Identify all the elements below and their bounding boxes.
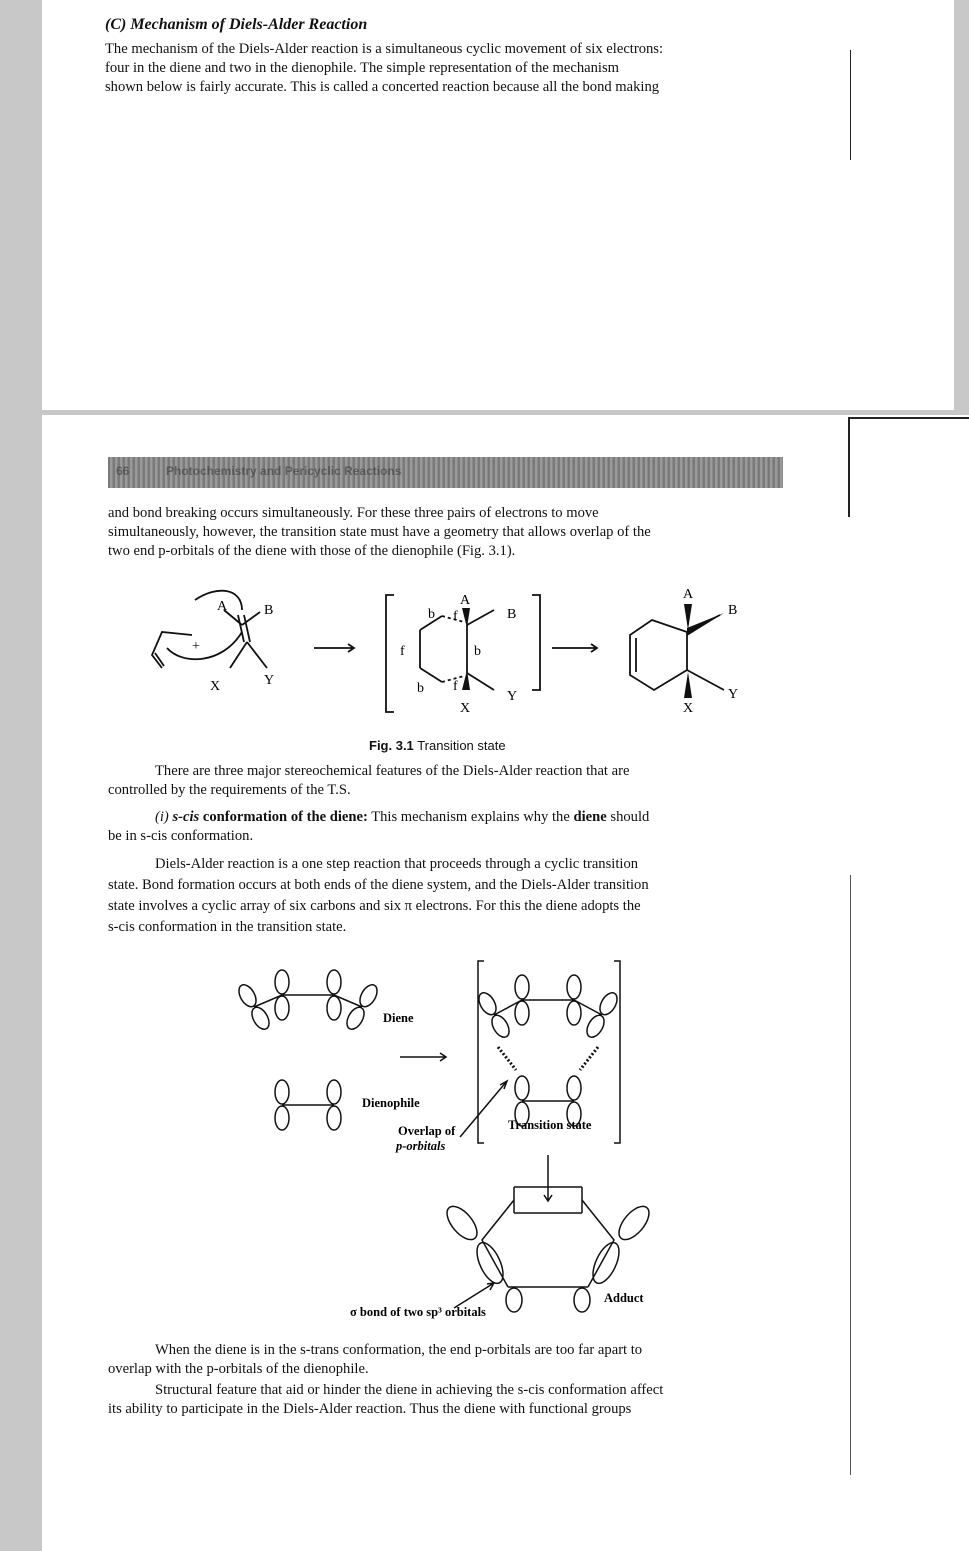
dienophile-label: Dienophile: [362, 1096, 420, 1110]
ts-bracket-right: [532, 595, 540, 690]
reaction-arrow-icon: [552, 644, 597, 652]
diene-label: Diene: [383, 1011, 414, 1025]
figure-3-1-caption: [369, 738, 506, 753]
text-line: shown below is fairly accurate. This is called a concerted reaction because all the bond making: [105, 79, 660, 95]
product-label-y: Y: [728, 687, 739, 702]
mechanism-paragraph: [105, 40, 781, 97]
reaction-arrow-icon: [400, 1053, 446, 1061]
strans-paragraph: [108, 1341, 784, 1379]
ts-label-a: A: [460, 593, 471, 608]
sp3-orbital-icon: [441, 1201, 482, 1244]
ts-label-b2: b: [474, 644, 481, 659]
scis-paragraph: [108, 808, 784, 846]
text-line: When the diene is in the s-trans conformation, the end p-orbitals are too far apart to: [155, 1342, 643, 1358]
ts-label-b: B: [507, 607, 517, 622]
bottom-page: [42, 415, 969, 1551]
label-b: B: [264, 603, 274, 618]
diene-skeleton: [152, 632, 192, 668]
product-hashed-wedge: [684, 604, 692, 630]
list-marker: (i): [155, 809, 169, 825]
page-edge-line: [850, 50, 851, 160]
sigma-label: σ bond of two sp³ orbitals: [350, 1305, 486, 1319]
bold-diene: diene: [573, 809, 607, 825]
stereo-paragraph: [108, 762, 784, 800]
top-page: [42, 0, 954, 410]
ts-label-b1: b: [428, 607, 435, 622]
product-ring: [630, 620, 687, 690]
overlap-label: p-orbitals: [396, 1139, 446, 1153]
ts-sigma-frame: [494, 1000, 602, 1101]
text-line: and bond breaking occurs simultaneously. For these three pairs of electrons to move: [108, 505, 599, 521]
ts-label-b3: b: [417, 681, 424, 696]
sp3-orbital-icon: [472, 1239, 509, 1287]
page-edge-line: [850, 875, 851, 1475]
label-y: Y: [264, 673, 275, 688]
ts-diene-bonds: [420, 616, 442, 682]
sp3-orbital-icon: [588, 1239, 625, 1287]
text-line: Diels-Alder reaction is a one step reaction that proceeds through a cyclic transition: [155, 856, 639, 872]
ts-label-f2: f: [400, 644, 405, 659]
overlap-pointer-icon: [460, 1081, 507, 1137]
label-a: A: [217, 599, 228, 614]
inline-text: should: [610, 809, 650, 825]
page-edge-line: [848, 417, 969, 419]
ts-bracket-left: [386, 595, 394, 712]
product-label-x: X: [683, 701, 694, 716]
ts-bracket-right: [614, 961, 620, 1143]
sp3-orbital-icon: [574, 1288, 590, 1312]
sp3-orbital-icon: [506, 1288, 522, 1312]
text-line: simultaneously, however, the transition state must have a geometry that allows overlap of the: [108, 524, 651, 540]
section-heading: (C) Mechanism of Diels-Alder Reaction: [105, 16, 368, 33]
text-line: be in s-cis conformation.: [108, 828, 254, 844]
ts-label-x: X: [460, 701, 471, 716]
text-line: four in the diene and two in the dienophile. The simple representation of the mechanism: [105, 60, 620, 76]
text-line: two end p-orbitals of the diene with those of the dienophile (Fig. 3.1).: [108, 543, 516, 559]
ts-overlap-hatching: [498, 1047, 598, 1070]
orbital-overlap-diagram: [42, 955, 802, 1325]
text-line: s-cis conformation in the transition state.: [108, 919, 347, 935]
one-step-paragraph: [108, 854, 784, 938]
bold-term-rest: conformation of the diene:: [202, 809, 368, 825]
reaction-arrow-icon: [314, 644, 354, 652]
diene-sigma-frame: [254, 995, 362, 1007]
intro-paragraph: [108, 504, 784, 561]
ts-bracket-left: [478, 961, 484, 1143]
text-line: There are three major stereochemical features of the Diels-Alder reaction that are: [155, 763, 630, 779]
ts-label-f1: f: [453, 609, 458, 624]
text-line: its ability to participate in the Diels-Alder reaction. Thus the diene with functional groups: [108, 1401, 632, 1417]
label-x: X: [210, 679, 221, 694]
ts-label-y: Y: [507, 689, 518, 704]
inline-text: This mechanism explains why the: [371, 809, 570, 825]
overlap-label: Overlap of: [398, 1124, 456, 1138]
product-label-b: B: [728, 603, 738, 618]
text-line: Structural feature that aid or hinder the diene in achieving the s-cis conformation affect: [155, 1382, 664, 1398]
running-title: Photochemistry and Pericyclic Reactions: [166, 464, 402, 478]
bold-term: s-cis: [172, 809, 200, 825]
figure-3-1-diagram: [42, 580, 802, 730]
text-line: controlled by the requirements of the T.S.: [108, 782, 351, 798]
product-label-a: A: [683, 587, 694, 602]
text-line: state involves a cyclic array of six carbons and six π electrons. For this the diene adopts the: [108, 898, 641, 914]
label-plus: +: [192, 639, 200, 654]
text-line: state. Bond formation occurs at both ends of the diene system, and the Diels-Alder transition: [108, 877, 649, 893]
ts-hashed-wedge: [462, 670, 470, 690]
caption-label: Fig. 3.1: [369, 738, 414, 753]
product-wedge-bond: [687, 670, 724, 690]
page-edge-line: [848, 417, 850, 517]
adduct-label: Adduct: [604, 1291, 644, 1305]
sp3-orbital-icon: [613, 1201, 654, 1244]
ts-label-f3: f: [453, 679, 458, 694]
text-line: The mechanism of the Diels-Alder reaction is a simultaneous cyclic movement of six electrons:: [105, 41, 664, 57]
running-header: [108, 457, 783, 488]
caption-text: Transition state: [417, 738, 506, 753]
curved-arrow-icon: [167, 632, 242, 659]
structural-paragraph: [108, 1381, 784, 1419]
ts-label: Transition state: [508, 1118, 592, 1132]
ts-forming-bonds: [442, 616, 464, 682]
dienophile-double-bond: [238, 615, 250, 642]
down-arrow-icon: [544, 1155, 552, 1201]
product-hashed-wedge: [684, 672, 692, 698]
text-line: overlap with the p-orbitals of the dienophile.: [108, 1361, 369, 1377]
text-line: [108, 808, 784, 827]
page-number: 66: [116, 464, 130, 478]
